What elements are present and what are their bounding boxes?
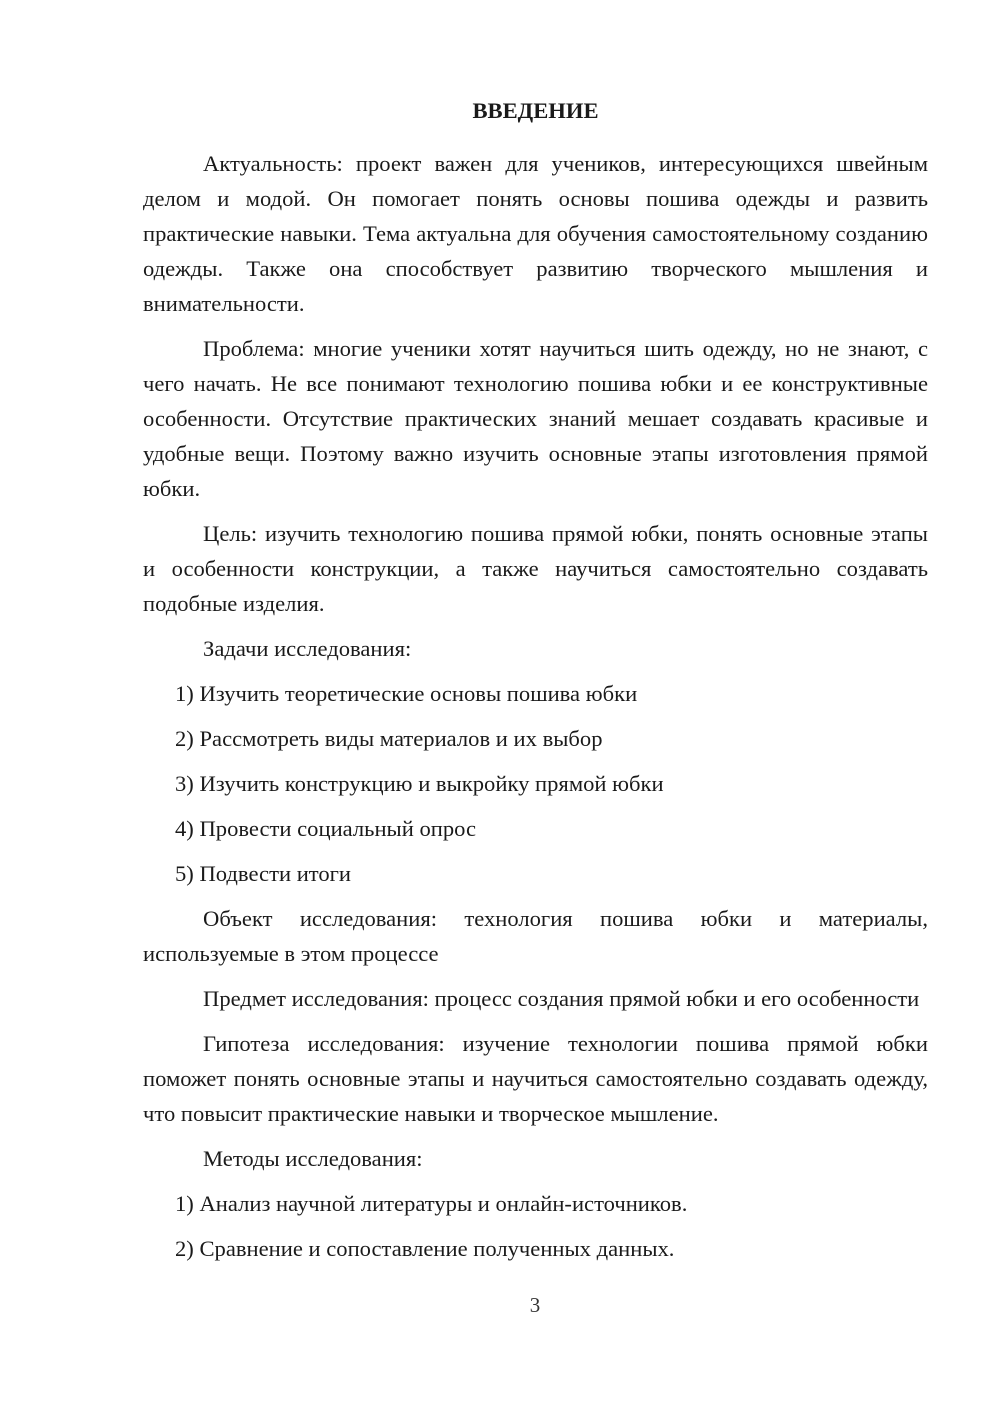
method-item: 2) Сравнение и сопоставление полученных данных. (175, 1236, 675, 1261)
goal-paragraph: Цель: изучить технологию пошива прямой юбки, понять основные этапы и особенности конструкции, а также научиться самостоятельно создавать подобные изделия. (143, 521, 928, 616)
task-item: 3) Изучить конструкцию и выкройку прямой юбки (175, 771, 664, 796)
page-content (143, 93, 928, 1276)
task-item: 4) Провести социальный опрос (175, 816, 477, 841)
problem-paragraph: Проблема: многие ученики хотят научиться шить одежду, но не знают, с чего начать. Не все понимают технологию пошива юбки и ее конструктивные особенности. Отсутствие практических знаний мешает создавать красивые и удобные вещи. Поэтому важно изучить основные этапы изготовления прямой юбки. (143, 336, 928, 501)
object-paragraph: Объект исследования: технология пошива юбки и материалы, используемые в этом процессе (143, 906, 928, 966)
page-number: 3 (529, 1293, 541, 1317)
task-item: 1) Изучить теоретические основы пошива юбки (175, 681, 638, 706)
methods-heading: Методы исследования: (203, 1146, 423, 1171)
task-item: 5) Подвести итоги (175, 861, 352, 886)
relevance-paragraph: Актуальность: проект важен для учеников, интересующихся швейным делом и модой. Он помогает понять основы пошива одежды и развить практические навыки. Тема актуальна для обучения самостоятельному созданию одежды. Также она способствует развитию творческого мышления и внимательности. (143, 151, 928, 316)
tasks-heading: Задачи исследования: (203, 636, 412, 661)
task-item: 2) Рассмотреть виды материалов и их выбор (175, 726, 603, 751)
page-title: ВВЕДЕНИЕ (472, 98, 599, 123)
hypothesis-paragraph: Гипотеза исследования: изучение технологии пошива прямой юбки поможет понять основные этапы и научиться самостоятельно создавать одежду, что повысит практические навыки и творческое мышление. (143, 1031, 928, 1126)
method-item: 1) Анализ научной литературы и онлайн-источников. (175, 1191, 688, 1216)
subject-paragraph: Предмет исследования: процесс создания прямой юбки и его особенности (203, 986, 920, 1011)
